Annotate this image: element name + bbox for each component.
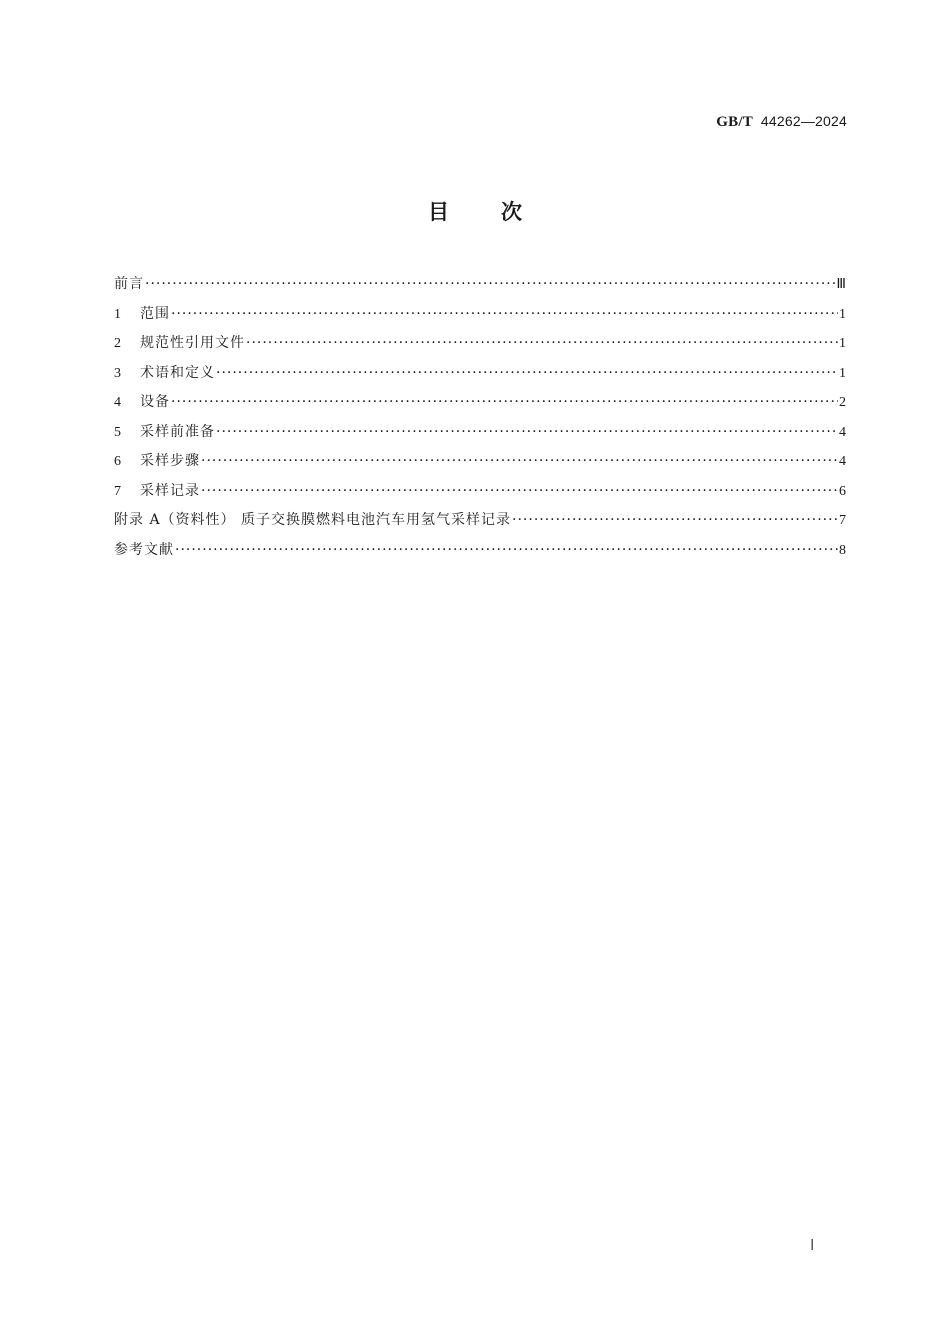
toc-dot-leader: [171, 388, 838, 418]
toc-entry-annex-a[interactable]: [114, 506, 846, 536]
toc-entry-page: 2: [839, 395, 846, 410]
toc-entry-label: 采样前准备: [140, 423, 215, 440]
toc-entry-label: 前言: [114, 276, 144, 292]
toc-entry-page: 1: [839, 336, 846, 351]
toc-dot-leader: [216, 418, 838, 448]
toc-entry-page: 8: [839, 542, 846, 558]
page-number: Ⅰ: [810, 1238, 815, 1254]
toc-dot-leader: [512, 506, 838, 536]
toc-entry-sampling-steps[interactable]: [114, 447, 846, 477]
toc-entry-normative-references[interactable]: [114, 329, 846, 359]
toc-entry-label: 设备: [140, 394, 170, 410]
toc-entry-label: 参考文献: [114, 541, 174, 558]
toc-dot-leader: [216, 359, 838, 389]
toc-entry-page: 1: [839, 306, 846, 322]
toc-entry-label: 附录 A（资料性） 质子交换膜燃料电池汽车用氢气采样记录: [114, 512, 512, 528]
standard-prefix: GB/T: [716, 114, 753, 130]
toc-dot-leader: [201, 447, 838, 477]
toc-entry-number: 6: [114, 454, 121, 469]
toc-dot-leader: [201, 477, 838, 507]
toc-entry-page: 6: [839, 483, 846, 499]
toc-dot-leader: [246, 329, 838, 359]
toc-dot-leader: [145, 270, 835, 300]
toc-entry-page: 7: [839, 513, 846, 528]
title-char-2: 次: [501, 200, 522, 224]
toc-entry-label: 规范性引用文件: [140, 335, 245, 351]
toc-entry-label: 术语和定义: [140, 364, 215, 381]
toc-entry-terms-definitions[interactable]: [114, 359, 846, 389]
toc-entry-foreword[interactable]: [114, 270, 846, 300]
toc-dot-leader: [171, 300, 838, 330]
toc-entry-pre-sampling[interactable]: [114, 418, 846, 448]
toc-entry-label: 范围: [140, 305, 170, 322]
toc-entry-number: 7: [114, 483, 121, 499]
standard-number: 44262—2024: [760, 113, 847, 129]
toc-entry-number: 5: [114, 424, 121, 440]
page-title: [0, 196, 950, 226]
toc-entry-number: 3: [114, 365, 121, 381]
toc-entry-number: 1: [114, 306, 121, 322]
toc-entry-sampling-record[interactable]: [114, 477, 846, 507]
toc-entry-bibliography[interactable]: [114, 536, 846, 566]
toc-dot-leader: [175, 536, 838, 566]
standard-code: [716, 113, 847, 131]
toc-entry-page: Ⅲ: [836, 277, 846, 292]
toc-entry-scope[interactable]: [114, 300, 846, 330]
table-of-contents: [114, 270, 846, 565]
toc-entry-page: 4: [839, 424, 846, 440]
toc-entry-number: 2: [114, 336, 121, 351]
toc-entry-number: 4: [114, 395, 121, 410]
title-char-1: 目: [428, 200, 449, 224]
toc-entry-page: 1: [839, 365, 846, 381]
toc-entry-label: 采样步骤: [140, 453, 200, 469]
toc-entry-label: 采样记录: [140, 482, 200, 499]
toc-entry-page: 4: [839, 454, 846, 469]
toc-entry-equipment[interactable]: [114, 388, 846, 418]
